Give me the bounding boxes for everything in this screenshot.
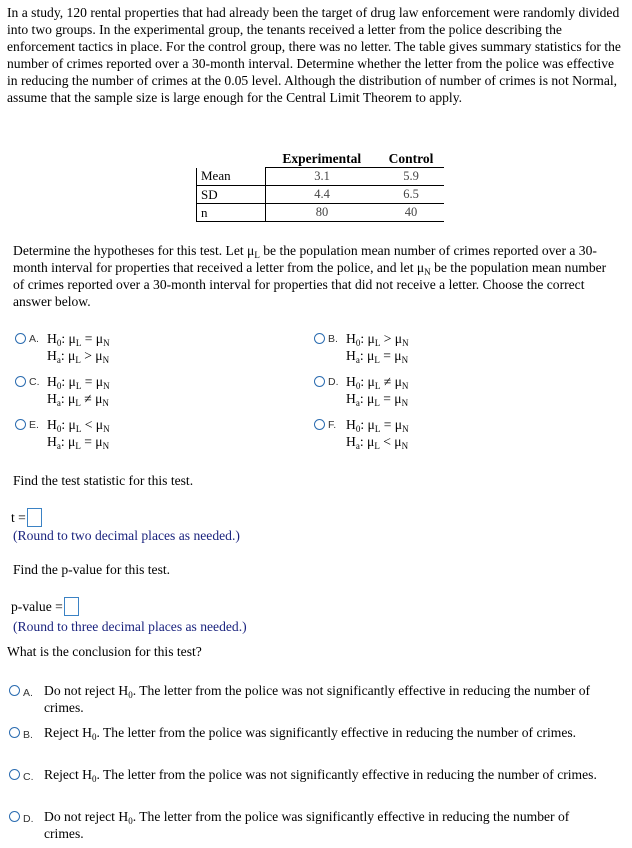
alternative-hypothesis: $H_a$: $\mu_L = \mu_N$: [47, 434, 110, 451]
conclusion-text: Do not reject $H_0$. The letter from the police was not significantly effective in reducing the number of crimes.: [44, 683, 591, 715]
table-row: [197, 204, 445, 222]
radio-button[interactable]: [314, 419, 325, 430]
test-stat-row: [11, 508, 42, 527]
p-value-prompt: Find the p-value for this test.: [13, 562, 171, 577]
hypothesis-option-b[interactable]: B. $H_0$: $\mu_L > \mu_N$ $H_a$: $\mu_L = \mu_N$: [314, 330, 409, 364]
hypothesis-option-f[interactable]: F. $H_0$: $\mu_L = \mu_N$ $H_a$: $\mu_L < \mu_N$: [314, 416, 409, 450]
test-stat-note: (Round to two decimal places as needed.): [13, 528, 240, 543]
table-row: [197, 168, 445, 186]
null-hypothesis: $H_0$: $\mu_L = \mu_N$: [346, 417, 409, 434]
hypothesis-option-c[interactable]: C. $H_0$: $\mu_L = \mu_N$ $H_a$: $\mu_L \ne \mu_N$: [15, 373, 110, 407]
radio-button[interactable]: [314, 333, 325, 344]
null-hypothesis: $H_0$: $\mu_L \ne \mu_N$: [346, 374, 409, 391]
null-hypothesis: $H_0$: $\mu_L = \mu_N$: [47, 331, 110, 348]
radio-button[interactable]: [9, 685, 20, 696]
cell-experimental: 80: [266, 204, 379, 222]
row-label: Mean: [197, 168, 266, 186]
radio-button[interactable]: [9, 769, 20, 780]
conclusion-question: What is the conclusion for this test?: [7, 644, 202, 659]
p-value-row: [11, 597, 79, 616]
table-row: [197, 186, 445, 204]
cell-experimental: 3.1: [266, 168, 379, 186]
radio-button[interactable]: [9, 727, 20, 738]
row-label: n: [197, 204, 266, 222]
row-label: SD: [197, 186, 266, 204]
hypothesis-option-d[interactable]: D. $H_0$: $\mu_L \ne \mu_N$ $H_a$: $\mu_L = \mu_N$: [314, 373, 408, 407]
alternative-hypothesis: $H_a$: $\mu_L \ne \mu_N$: [47, 391, 109, 408]
p-value-label: p-value =: [11, 599, 63, 614]
p-value-note: (Round to three decimal places as needed.): [13, 619, 247, 634]
cell-control: 5.9: [378, 168, 444, 186]
problem-intro: In a study, 120 rental properties that had already been the target of drug law enforcement were randomly divided into two groups. In the experimental group, the tenants received a letter from the police describing the enforcement tactics in place. For the control group, there was no letter. The table gives summary statistics for the number of crimes reported over a 30-month interval. Determine whether the letter from the police was effective in reducing the number of crimes at the 0.05 level. Although the distribution of number of crimes is not Normal, assume that the sample size is large enough for the Central Limit Theorem to apply.: [7, 5, 621, 105]
conclusion-option-a[interactable]: A. Do not reject $H_0$. The letter from the police was not significantly effective in reducing the number of crimes.: [9, 682, 604, 716]
alternative-hypothesis: $H_a$: $\mu_L = \mu_N$: [346, 391, 409, 408]
hypothesis-option-e[interactable]: E. $H_0$: $\mu_L < \mu_N$ $H_a$: $\mu_L = \mu_N$: [15, 416, 110, 450]
radio-button[interactable]: [15, 376, 26, 387]
radio-button[interactable]: [9, 811, 20, 822]
null-hypothesis: $H_0$: $\mu_L < \mu_N$: [47, 417, 110, 434]
alternative-hypothesis: $H_a$: $\mu_L < \mu_N$: [346, 434, 409, 451]
test-stat-input[interactable]: [27, 508, 42, 527]
radio-button[interactable]: [15, 419, 26, 430]
conclusion-option-c[interactable]: C. Reject $H_0$. The letter from the police was not significantly effective in reducing the number of crimes.: [9, 766, 604, 786]
test-stat-label: t =: [11, 510, 26, 525]
test-stat-prompt: Find the test statistic for this test.: [13, 473, 194, 488]
radio-button[interactable]: [15, 333, 26, 344]
conclusion-text: Do not reject $H_0$. The letter from the police was significantly effective in reducing the number of crimes.: [44, 809, 570, 841]
null-hypothesis: $H_0$: $\mu_L > \mu_N$: [346, 331, 409, 348]
conclusion-option-d[interactable]: D. Do not reject $H_0$. The letter from the police was significantly effective in reducing the number of crimes.: [9, 808, 604, 842]
cell-control: 6.5: [378, 186, 444, 204]
cell-control: 40: [378, 204, 444, 222]
table-header-experimental: Experimental: [266, 150, 379, 168]
alternative-hypothesis: $H_a$: $\mu_L = \mu_N$: [346, 348, 409, 365]
hypothesis-option-a[interactable]: A. $H_0$: $\mu_L = \mu_N$ $H_a$: $\mu_L > \mu_N$: [15, 330, 110, 364]
cell-experimental: 4.4: [266, 186, 379, 204]
radio-button[interactable]: [314, 376, 325, 387]
table-header-control: Control: [378, 150, 444, 168]
table-corner: [197, 150, 266, 168]
alternative-hypothesis: $H_a$: $\mu_L > \mu_N$: [47, 348, 110, 365]
hypotheses-question: Determine the hypotheses for this test. Let $\mu_L$ be the population mean number of crimes reported over a 30-month interval for properties that received a letter from the police, and let $\mu_N$ be the population mean number of crimes reported over a 30-month interval for properties that did not receive a letter. Choose the correct answer below.: [13, 243, 607, 309]
conclusion-option-b[interactable]: B. Reject $H_0$. The letter from the police was significantly effective in reducing the number of crimes.: [9, 724, 604, 744]
conclusion-text: Reject $H_0$. The letter from the police was not significantly effective in reducing the number of crimes.: [44, 767, 597, 784]
summary-table: [196, 150, 444, 222]
conclusion-text: Reject $H_0$. The letter from the police was significantly effective in reducing the number of crimes.: [44, 725, 577, 742]
null-hypothesis: $H_0$: $\mu_L = \mu_N$: [47, 374, 110, 391]
p-value-input[interactable]: [64, 597, 79, 616]
